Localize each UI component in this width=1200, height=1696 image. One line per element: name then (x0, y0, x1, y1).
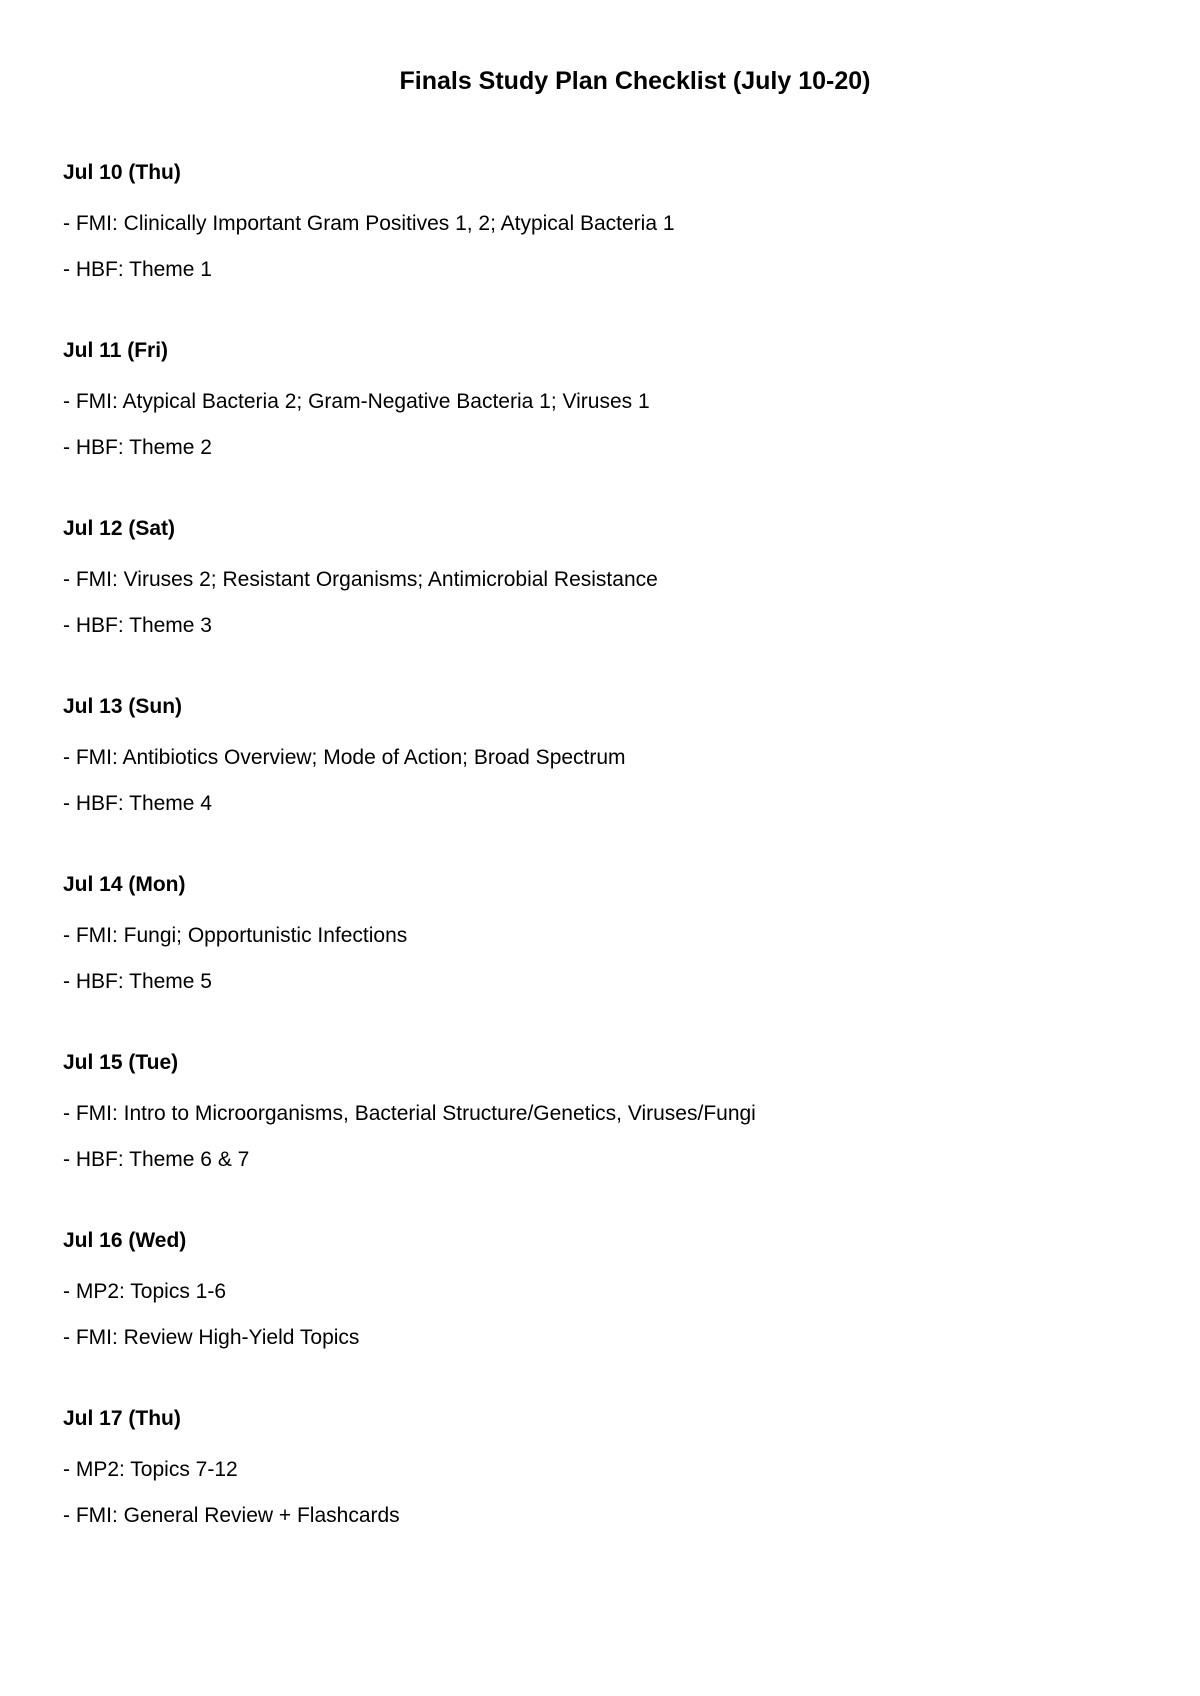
document-title: Finals Study Plan Checklist (July 10-20) (399, 67, 871, 95)
task-list (63, 211, 1163, 283)
day-heading: Jul 11 (Fri) (63, 339, 169, 362)
task-item: - FMI: Intro to Microorganisms, Bacterial Structure/Genetics, Viruses/Fungi (63, 1102, 756, 1125)
day-heading: Jul 12 (Sat) (63, 517, 176, 540)
day-section-jul-17 (63, 1406, 1163, 1529)
task-list (63, 1101, 1163, 1173)
task-item: - MP2: Topics 7-12 (63, 1458, 238, 1481)
day-heading: Jul 17 (Thu) (63, 1407, 181, 1430)
day-section-jul-13 (63, 694, 1163, 817)
day-heading: Jul 10 (Thu) (63, 161, 181, 184)
task-item: - HBF: Theme 1 (63, 258, 212, 281)
day-section-jul-14 (63, 872, 1163, 995)
day-heading: Jul 13 (Sun) (63, 695, 183, 718)
day-section-jul-16 (63, 1228, 1163, 1351)
task-list (63, 745, 1163, 817)
task-item: - FMI: Antibiotics Overview; Mode of Action; Broad Spectrum (63, 746, 626, 769)
task-item: - HBF: Theme 2 (63, 436, 212, 459)
task-item: - HBF: Theme 4 (63, 792, 212, 815)
task-item: - FMI: Clinically Important Gram Positives 1, 2; Atypical Bacteria 1 (63, 212, 675, 235)
task-item: - MP2: Topics 1-6 (63, 1280, 227, 1303)
task-list (63, 1457, 1163, 1529)
task-list (63, 923, 1163, 995)
day-heading: Jul 16 (Wed) (63, 1229, 187, 1252)
task-item: - FMI: Viruses 2; Resistant Organisms; Antimicrobial Resistance (63, 568, 658, 591)
task-item: - HBF: Theme 6 & 7 (63, 1148, 250, 1171)
task-item: - HBF: Theme 5 (63, 970, 212, 993)
task-item: - FMI: Atypical Bacteria 2; Gram-Negative Bacteria 1; Viruses 1 (63, 390, 650, 413)
task-item: - FMI: Review High-Yield Topics (63, 1326, 360, 1349)
task-item: - FMI: Fungi; Opportunistic Infections (63, 924, 408, 947)
day-section-jul-12 (63, 516, 1163, 639)
task-list (63, 1279, 1163, 1351)
task-item: - FMI: General Review + Flashcards (63, 1504, 400, 1527)
day-heading: Jul 14 (Mon) (63, 873, 186, 896)
day-section-jul-10 (63, 160, 1163, 283)
task-item: - HBF: Theme 3 (63, 614, 212, 637)
day-section-jul-11 (63, 338, 1163, 461)
day-section-jul-15 (63, 1050, 1163, 1173)
task-list (63, 389, 1163, 461)
day-heading: Jul 15 (Tue) (63, 1051, 179, 1074)
task-list (63, 567, 1163, 639)
